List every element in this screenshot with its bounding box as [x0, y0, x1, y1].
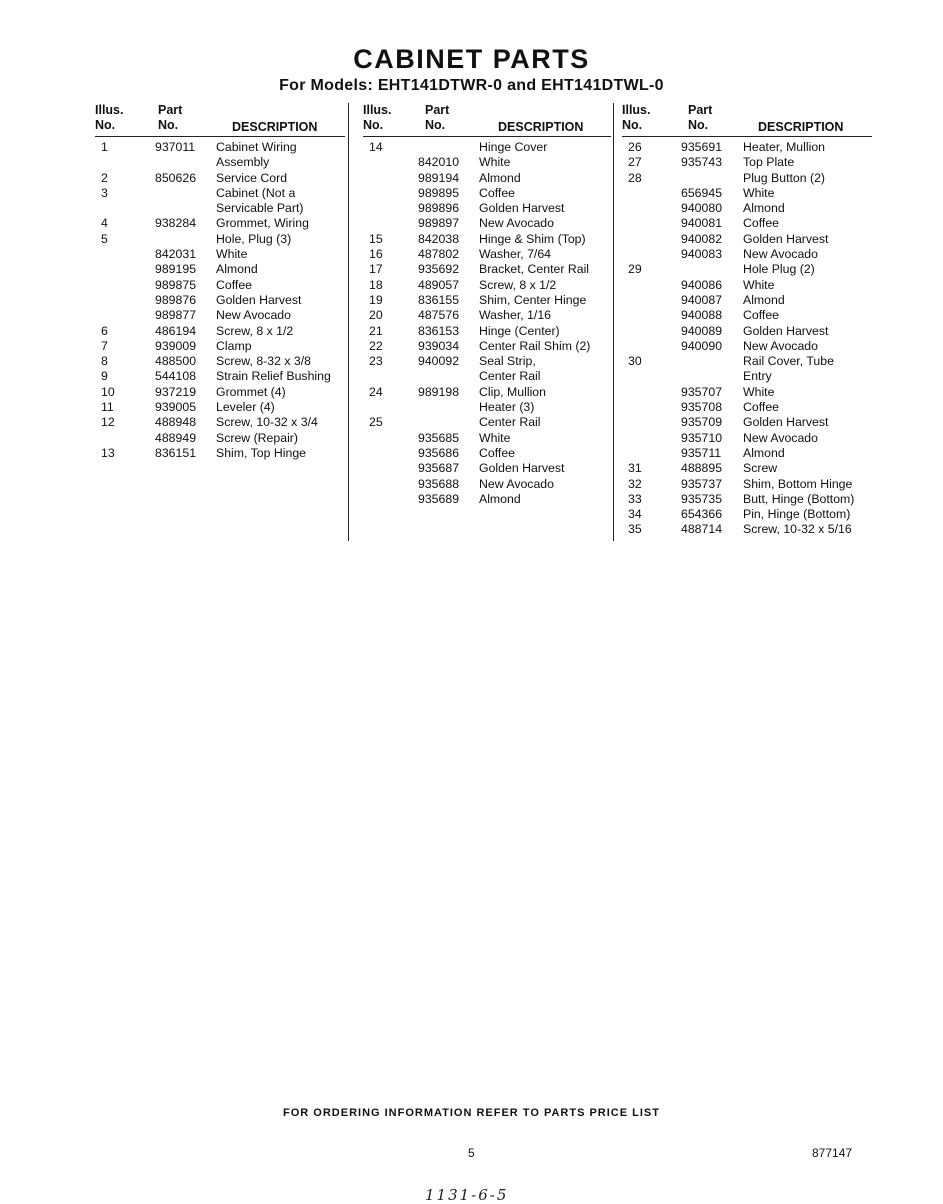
header-line: Illus.	[95, 103, 124, 117]
part-description: New Avocado	[216, 308, 291, 323]
part-number: 935686	[418, 445, 460, 460]
table-row	[622, 400, 872, 415]
part-number: 935689	[418, 491, 460, 506]
part-number: 850626	[155, 170, 197, 185]
part-number: 939005	[155, 400, 197, 415]
part-number: 935707	[681, 384, 723, 399]
part-number: 935711	[681, 445, 722, 460]
part-description: Entry	[743, 369, 772, 384]
part-no-header	[425, 103, 465, 133]
part-description: Hinge (Center)	[479, 323, 560, 338]
table-row	[363, 431, 611, 446]
illus-number: 18	[369, 277, 383, 292]
part-description: Shim, Center Hinge	[479, 292, 587, 307]
part-description: Hole Plug (2)	[743, 262, 815, 277]
part-number: 836155	[418, 292, 460, 307]
part-number: 836151	[155, 445, 197, 460]
part-description: White	[479, 430, 511, 445]
document-code: 877147	[812, 1146, 853, 1160]
table-row	[622, 431, 872, 446]
table-row	[622, 201, 872, 216]
part-description: Almond	[216, 262, 258, 277]
table-row	[95, 293, 345, 308]
parts-column-1	[95, 102, 345, 461]
parts-rows	[363, 140, 611, 507]
table-row	[363, 339, 611, 354]
table-row	[95, 324, 345, 339]
table-row	[95, 216, 345, 231]
part-number: 940081	[681, 216, 723, 231]
illus-number: 21	[369, 323, 383, 338]
part-description: Shim, Top Hinge	[216, 445, 306, 460]
illus-number: 3	[101, 185, 108, 200]
part-number: 989895	[418, 185, 460, 200]
illus-number: 24	[369, 384, 383, 399]
table-row	[363, 186, 611, 201]
illus-no-header	[622, 103, 662, 133]
description-header: DESCRIPTION	[758, 120, 844, 134]
illus-number: 34	[628, 507, 642, 522]
part-description: Golden Harvest	[479, 201, 565, 216]
part-description: New Avocado	[479, 476, 554, 491]
part-description: Strain Relief Bushing	[216, 369, 331, 384]
part-number: 487802	[418, 247, 460, 262]
table-row	[622, 278, 872, 293]
part-description: Almond	[743, 445, 785, 460]
part-number: 488949	[155, 430, 197, 445]
table-row	[622, 308, 872, 323]
part-description: New Avocado	[743, 430, 818, 445]
illus-number: 16	[369, 247, 383, 262]
part-description: Seal Strip,	[479, 354, 536, 369]
table-row	[363, 308, 611, 323]
illus-number: 14	[369, 140, 383, 154]
table-row	[622, 171, 872, 186]
table-row	[363, 155, 611, 170]
part-number: 989198	[418, 384, 460, 399]
part-description: Service Cord	[216, 170, 288, 185]
table-row	[363, 140, 611, 155]
table-row	[622, 293, 872, 308]
illus-number: 31	[628, 461, 642, 476]
illus-number: 23	[369, 354, 383, 369]
illus-number: 4	[101, 216, 108, 231]
part-description: Grommet (4)	[216, 384, 286, 399]
part-description: Servicable Part)	[216, 201, 304, 216]
part-description: Coffee	[743, 400, 780, 415]
illus-number: 12	[101, 415, 115, 430]
part-description: Coffee	[743, 216, 780, 231]
table-row	[363, 415, 611, 430]
table-row	[622, 186, 872, 201]
part-number: 938284	[155, 216, 197, 231]
table-row	[95, 155, 345, 170]
handwritten-note: 1131-6-5	[425, 1186, 509, 1204]
illus-number: 33	[628, 491, 642, 506]
part-number: 935688	[418, 476, 460, 491]
part-number: 935687	[418, 461, 460, 476]
part-no-header	[158, 103, 198, 133]
description-header: DESCRIPTION	[498, 120, 584, 134]
illus-number: 30	[628, 354, 642, 369]
table-row	[95, 415, 345, 430]
header-line: No.	[425, 118, 446, 132]
part-description: Screw	[743, 461, 778, 476]
table-row	[622, 385, 872, 400]
part-number: 940083	[681, 247, 723, 262]
table-row	[95, 385, 345, 400]
header-line: Illus.	[622, 103, 651, 117]
table-row	[363, 216, 611, 231]
part-description: Almond	[743, 292, 785, 307]
part-description: Screw, 10-32 x 5/16	[743, 522, 852, 537]
part-description: Hole, Plug (3)	[216, 231, 292, 246]
table-row	[95, 308, 345, 323]
table-row	[622, 262, 872, 277]
illus-number: 13	[101, 445, 115, 460]
part-number: 842038	[418, 231, 460, 246]
part-number: 489057	[418, 277, 460, 292]
part-description: Heater (3)	[479, 400, 535, 415]
part-description: Heater, Mullion	[743, 140, 826, 154]
table-row	[622, 477, 872, 492]
part-number: 940089	[681, 323, 723, 338]
table-row	[95, 171, 345, 186]
parts-column-3	[622, 102, 872, 538]
part-number: 544108	[155, 369, 197, 384]
part-description: Pin, Hinge (Bottom)	[743, 507, 851, 522]
part-description: Screw, 8-32 x 3/8	[216, 354, 312, 369]
part-description: Rail Cover, Tube	[743, 354, 834, 369]
column-divider	[613, 103, 614, 541]
part-description: Golden Harvest	[743, 415, 829, 430]
column-header	[95, 102, 345, 137]
part-description: Center Rail Shim (2)	[479, 338, 591, 353]
part-description: New Avocado	[743, 247, 818, 262]
header-line: Part	[688, 103, 713, 117]
illus-number: 19	[369, 292, 383, 307]
part-description: Almond	[479, 170, 521, 185]
table-row	[95, 354, 345, 369]
part-description: Top Plate	[743, 155, 795, 170]
part-number: 940080	[681, 201, 723, 216]
table-row	[622, 216, 872, 231]
illus-number: 27	[628, 155, 642, 170]
illus-number: 11	[101, 400, 114, 415]
parts-column-2	[363, 102, 611, 507]
table-row	[95, 446, 345, 461]
part-number: 989897	[418, 216, 460, 231]
part-description: Butt, Hinge (Bottom)	[743, 491, 855, 506]
table-row	[95, 339, 345, 354]
part-number: 989875	[155, 277, 197, 292]
part-number: 488895	[681, 461, 723, 476]
table-row	[622, 415, 872, 430]
illus-number: 7	[101, 338, 108, 353]
illus-number: 15	[369, 231, 383, 246]
table-row	[95, 262, 345, 277]
parts-rows	[95, 140, 345, 461]
table-row	[622, 507, 872, 522]
table-row	[622, 522, 872, 537]
part-description: Screw, 10-32 x 3/4	[216, 415, 318, 430]
illus-number: 32	[628, 476, 642, 491]
illus-number: 8	[101, 354, 108, 369]
part-number: 935743	[681, 155, 723, 170]
part-description: Cabinet (Not a	[216, 185, 296, 200]
table-row	[622, 446, 872, 461]
table-row	[95, 232, 345, 247]
part-number: 488948	[155, 415, 197, 430]
column-header	[622, 102, 872, 137]
part-number: 488714	[681, 522, 723, 537]
illus-number: 5	[101, 231, 108, 246]
table-row	[363, 247, 611, 262]
header-line: Part	[158, 103, 183, 117]
table-row	[95, 247, 345, 262]
part-number: 935710	[681, 430, 723, 445]
part-number: 488500	[155, 354, 197, 369]
part-number: 935737	[681, 476, 723, 491]
part-description: Shim, Bottom Hinge	[743, 476, 853, 491]
table-row	[95, 278, 345, 293]
part-number: 989194	[418, 170, 460, 185]
illus-number: 6	[101, 323, 108, 338]
part-number: 940092	[418, 354, 460, 369]
part-number: 989896	[418, 201, 460, 216]
table-row	[363, 461, 611, 476]
table-row	[622, 339, 872, 354]
table-row	[363, 262, 611, 277]
part-description: Hinge Cover	[479, 140, 548, 154]
table-row	[95, 431, 345, 446]
header-line: No.	[688, 118, 709, 132]
part-description: White	[743, 277, 775, 292]
part-description: Clip, Mullion	[479, 384, 546, 399]
table-row	[95, 400, 345, 415]
part-description: Center Rail	[479, 369, 541, 384]
part-number: 940087	[681, 292, 723, 307]
illus-number: 17	[369, 262, 383, 277]
part-number: 935691	[681, 140, 723, 154]
table-row	[622, 461, 872, 476]
part-description: Washer, 1/16	[479, 308, 551, 323]
table-row	[363, 201, 611, 216]
part-description: Golden Harvest	[216, 292, 302, 307]
part-description: Plug Button (2)	[743, 170, 826, 185]
part-number: 842031	[155, 247, 197, 262]
part-description: Almond	[479, 491, 521, 506]
illus-number: 2	[101, 170, 108, 185]
part-no-header	[688, 103, 728, 133]
part-number: 937011	[155, 140, 196, 154]
part-number: 487576	[418, 308, 460, 323]
part-description: Hinge & Shim (Top)	[479, 231, 586, 246]
part-number: 937219	[155, 384, 197, 399]
column-header	[363, 102, 611, 137]
illus-number: 25	[369, 415, 383, 430]
illus-number: 9	[101, 369, 108, 384]
part-description: White	[479, 155, 511, 170]
part-description: Golden Harvest	[743, 323, 829, 338]
part-number: 940090	[681, 338, 723, 353]
part-number: 989876	[155, 292, 197, 307]
table-row	[363, 232, 611, 247]
part-description: Coffee	[479, 185, 516, 200]
header-line: No.	[622, 118, 643, 132]
part-description: Washer, 7/64	[479, 247, 551, 262]
models-subtitle: For Models: EHT141DTWR-0 and EHT141DTWL-0	[279, 77, 664, 94]
part-number: 836153	[418, 323, 460, 338]
header-line: No.	[363, 118, 384, 132]
table-row	[622, 247, 872, 262]
part-description: Screw, 8 x 1/2	[216, 323, 294, 338]
part-description: Screw (Repair)	[216, 430, 298, 445]
part-description: Almond	[743, 201, 785, 216]
part-description: Coffee	[216, 277, 253, 292]
table-row	[363, 324, 611, 339]
table-row	[95, 140, 345, 155]
page-number: 5	[468, 1146, 475, 1160]
part-number: 939009	[155, 338, 197, 353]
illus-number: 28	[628, 170, 642, 185]
part-description: White	[743, 185, 775, 200]
part-description: Clamp	[216, 338, 252, 353]
table-row	[363, 369, 611, 384]
table-row	[622, 155, 872, 170]
part-number: 935709	[681, 415, 723, 430]
column-divider	[348, 103, 349, 541]
illus-number: 35	[628, 522, 642, 537]
table-row	[363, 354, 611, 369]
part-description: Cabinet Wiring	[216, 140, 297, 154]
header-line: Illus.	[363, 103, 392, 117]
parts-rows	[622, 140, 872, 538]
illus-number: 10	[101, 384, 115, 399]
table-row	[622, 140, 872, 155]
part-number: 935692	[418, 262, 460, 277]
part-number: 486194	[155, 323, 197, 338]
part-number: 842010	[418, 155, 460, 170]
part-number: 940088	[681, 308, 723, 323]
table-row	[363, 385, 611, 400]
part-number: 935708	[681, 400, 723, 415]
part-description: Assembly	[216, 155, 270, 170]
part-description: New Avocado	[743, 338, 818, 353]
header-line: Part	[425, 103, 450, 117]
illus-number: 20	[369, 308, 383, 323]
part-number: 940082	[681, 231, 723, 246]
table-row	[622, 369, 872, 384]
part-description: New Avocado	[479, 216, 554, 231]
part-description: Coffee	[479, 445, 516, 460]
table-row	[363, 477, 611, 492]
part-description: Grommet, Wiring	[216, 216, 309, 231]
part-number: 939034	[418, 338, 460, 353]
table-row	[95, 186, 345, 201]
table-row	[363, 293, 611, 308]
table-row	[363, 278, 611, 293]
illus-number: 1	[101, 140, 108, 154]
part-description: Golden Harvest	[743, 231, 829, 246]
table-row	[363, 400, 611, 415]
table-row	[622, 354, 872, 369]
table-row	[363, 171, 611, 186]
part-number: 654366	[681, 507, 723, 522]
page-title: CABINET PARTS	[353, 44, 590, 74]
illus-number: 26	[628, 140, 642, 154]
part-number: 989877	[155, 308, 197, 323]
header-line: No.	[158, 118, 179, 132]
table-row	[363, 492, 611, 507]
table-row	[363, 446, 611, 461]
table-row	[95, 201, 345, 216]
illus-no-header	[363, 103, 403, 133]
table-row	[95, 369, 345, 384]
table-row	[622, 492, 872, 507]
illus-number: 29	[628, 262, 642, 277]
part-number: 935735	[681, 491, 723, 506]
ordering-footer: FOR ORDERING INFORMATION REFER TO PARTS PRICE LIST	[283, 1107, 660, 1119]
part-description: White	[216, 247, 248, 262]
table-row	[622, 232, 872, 247]
part-description: Bracket, Center Rail	[479, 262, 590, 277]
part-description: Golden Harvest	[479, 461, 565, 476]
part-number: 656945	[681, 185, 723, 200]
part-number: 989195	[155, 262, 197, 277]
table-row	[622, 324, 872, 339]
part-description: Screw, 8 x 1/2	[479, 277, 557, 292]
part-number: 935685	[418, 430, 460, 445]
part-number: 940086	[681, 277, 723, 292]
part-description: Leveler (4)	[216, 400, 275, 415]
description-header: DESCRIPTION	[232, 120, 318, 134]
part-description: White	[743, 384, 775, 399]
part-description: Center Rail	[479, 415, 541, 430]
illus-no-header	[95, 103, 135, 133]
header-line: No.	[95, 118, 116, 132]
part-description: Coffee	[743, 308, 780, 323]
illus-number: 22	[369, 338, 383, 353]
